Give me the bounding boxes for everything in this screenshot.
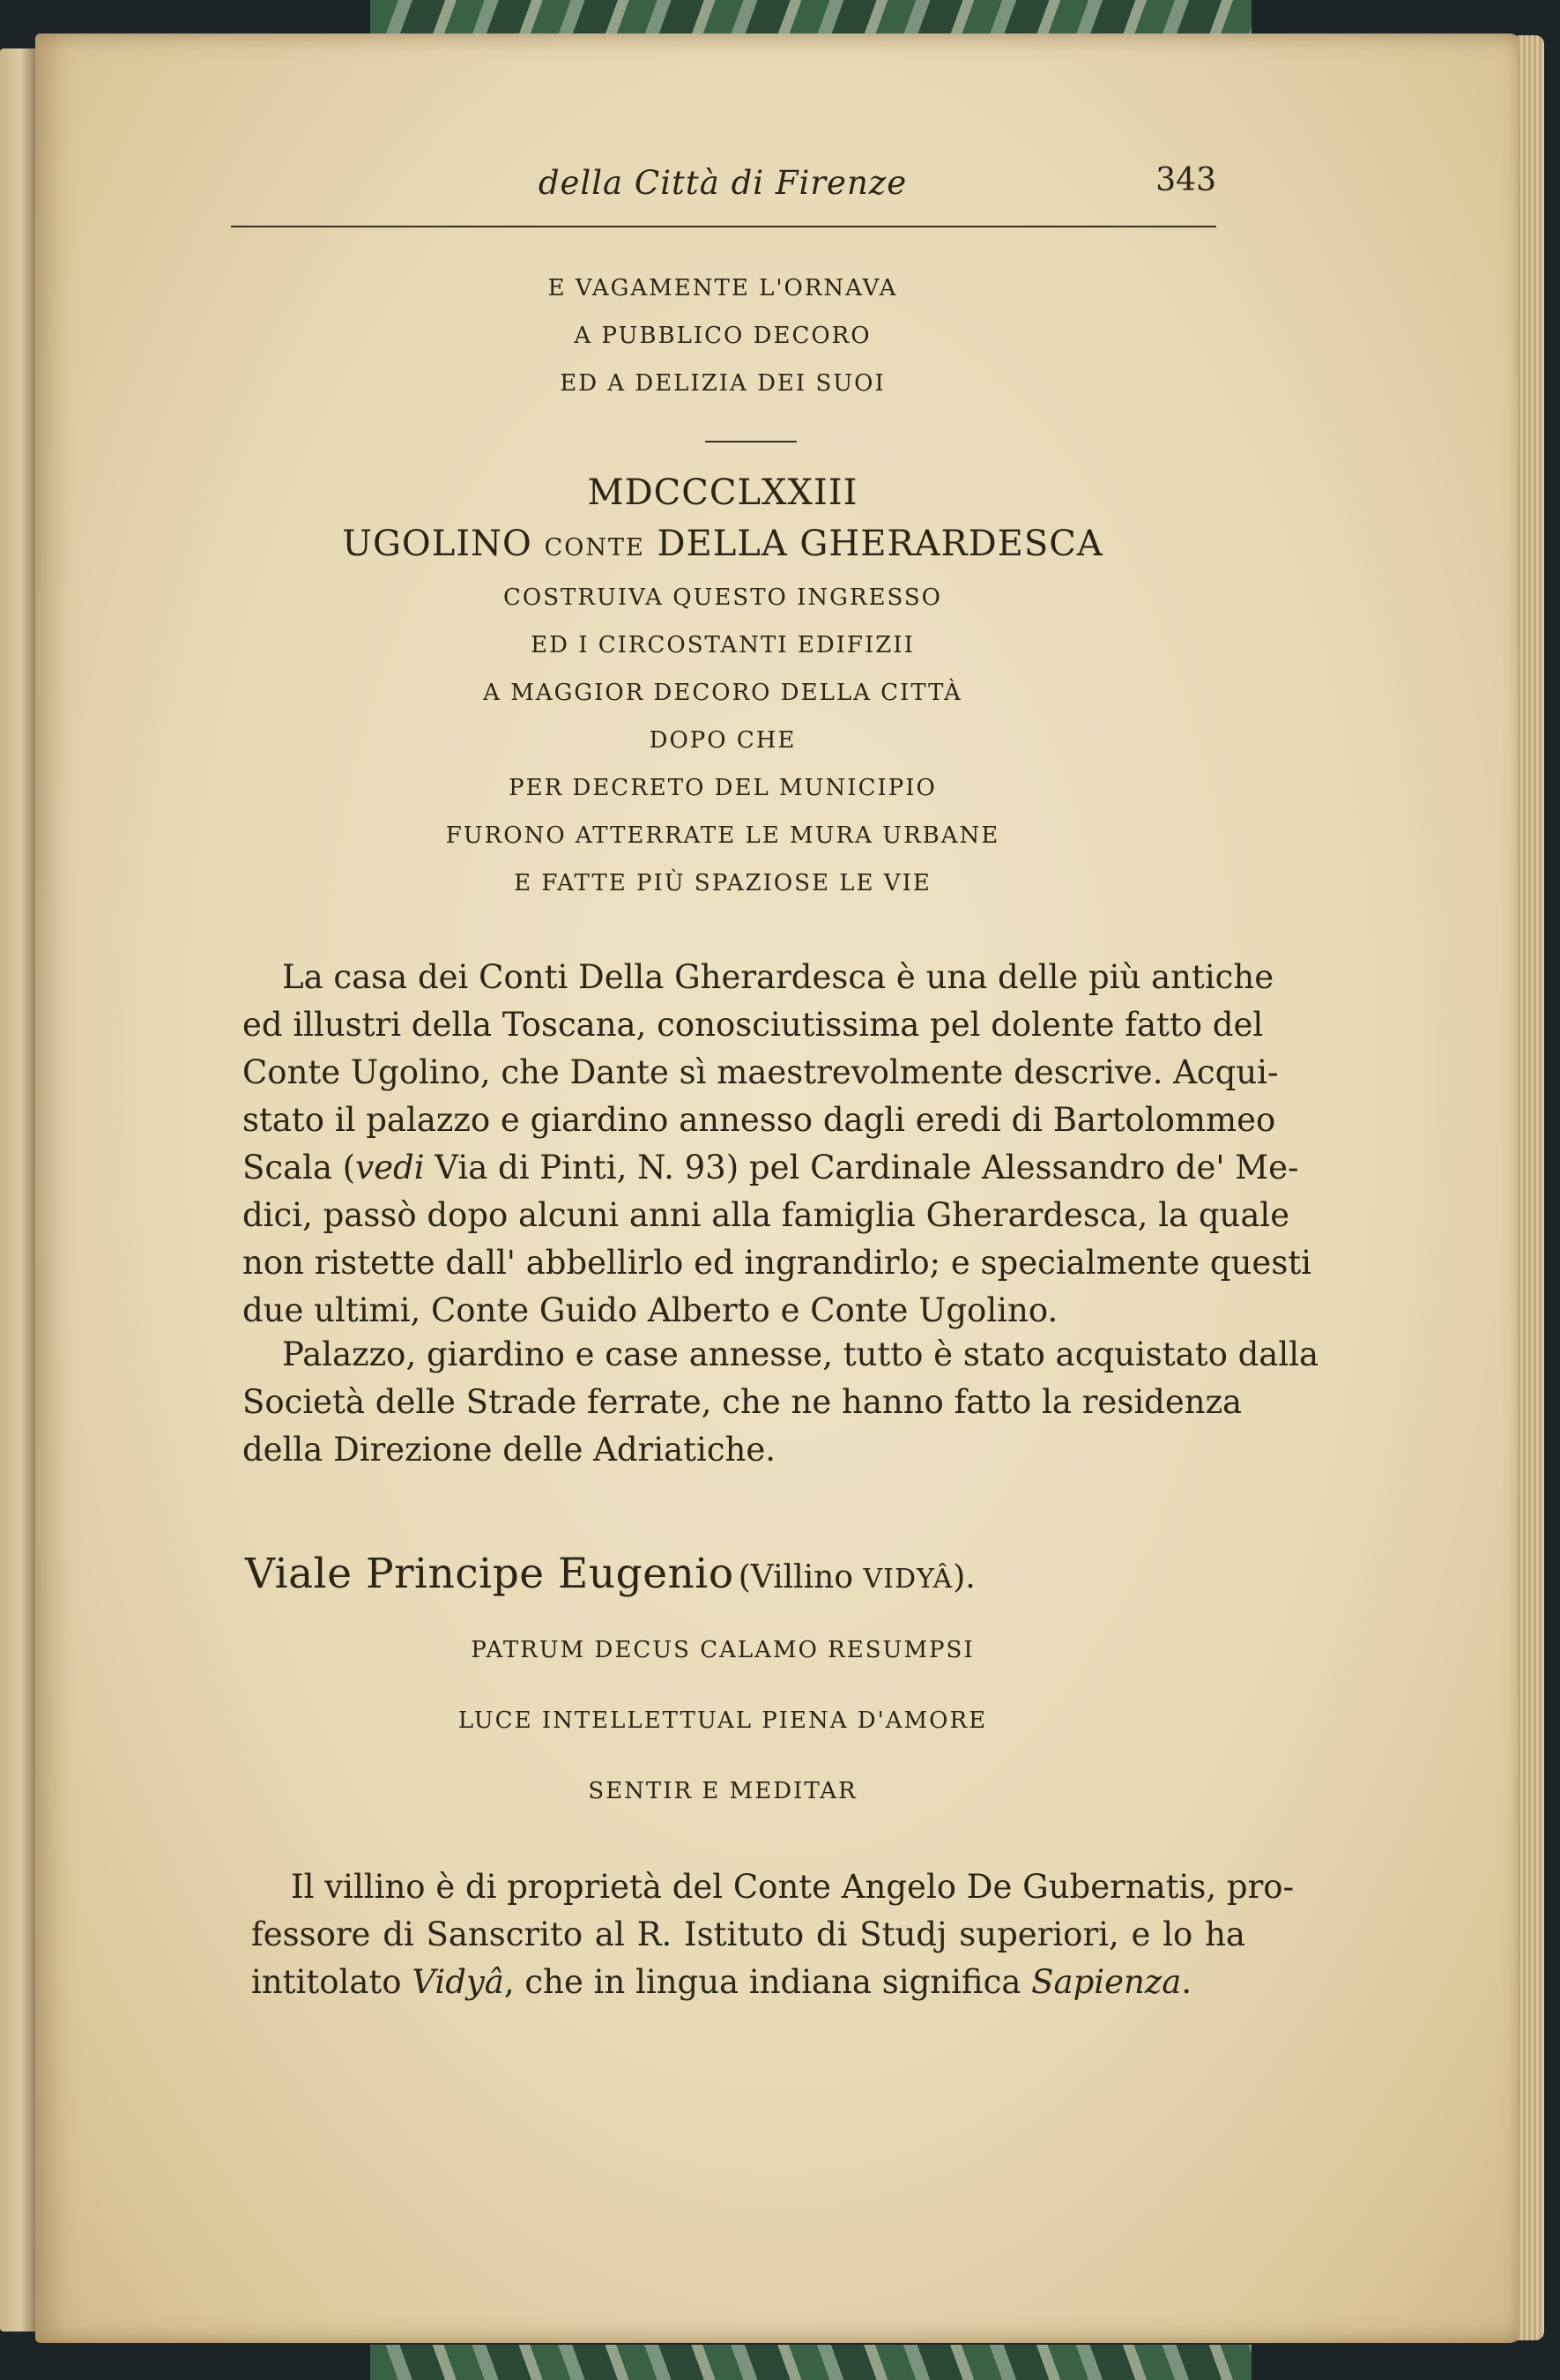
paragraph-line: dici, passò dopo alcuni anni alla famiglia Gherardesca, la quale — [242, 1196, 1290, 1234]
inscription-line: ED A DELIZIA DEI SUOI — [560, 370, 886, 397]
motto-inscription — [229, 1615, 1216, 1826]
paragraph-palazzo — [242, 1331, 1319, 1474]
name-part1: UGOLINO — [342, 524, 532, 564]
adjacent-page-edge — [0, 48, 37, 2332]
page-number: 343 — [1155, 162, 1216, 198]
text-run: Via di Pinti, N. 93) pel Cardinale Alessandro de' Me- — [424, 1149, 1299, 1186]
paragraph-line: stato il palazzo e giardino annesso dagli eredi di Bartolommeo — [242, 1101, 1276, 1139]
text-run: ). — [953, 1559, 976, 1595]
header-rule — [231, 226, 1216, 227]
italic-run: vedi — [355, 1149, 425, 1186]
paragraph-line: Conte Ugolino, che Dante sì maestrevolmente descrive. Acqui- — [242, 1053, 1279, 1091]
villino-name: VIDYÂ — [863, 1564, 954, 1595]
inscription-line: DOPO CHE — [649, 727, 797, 754]
paragraph-line: non ristette dall' abbellirlo ed ingrandirlo; e specialmente questi — [242, 1244, 1312, 1282]
italic-run: Vidyâ — [412, 1963, 504, 2001]
paragraph-line: fessore di Sanscrito al R. Istituto di Studj superiori, e lo ha — [251, 1915, 1245, 1953]
text-run: , che in lingua indiana significa — [503, 1963, 1032, 2001]
paragraph-line: della Direzione delle Adriatiche. — [242, 1431, 776, 1469]
book-cover-bottom — [370, 2345, 1252, 2380]
paragraph-line — [242, 1144, 1299, 1192]
paragraph-line: due ultimi, Conte Guido Alberto e Conte Ugolino. — [242, 1291, 1059, 1329]
heading-subtitle — [739, 1559, 976, 1595]
inscription-top — [229, 264, 1216, 407]
separator-rule — [705, 441, 797, 443]
paragraph-line: Società delle Strade ferrate, che ne hanno fatto la residenza — [242, 1383, 1243, 1421]
text-run: intitolato — [251, 1963, 412, 2001]
text-run: Scala ( — [242, 1149, 356, 1186]
book-cover-top — [370, 0, 1252, 35]
section-heading — [245, 1550, 1241, 1598]
running-title: della Città di Firenze — [538, 164, 908, 202]
inscription-line: E FATTE PIÙ SPAZIOSE LE VIE — [514, 870, 932, 896]
heading-title: Viale Principe Eugenio — [245, 1550, 734, 1598]
inscription-line: COSTRUIVA QUESTO INGRESSO — [503, 584, 942, 611]
paragraph-line: ed illustri della Toscana, conosciutissima pel dolente fatto del — [242, 1006, 1264, 1044]
motto-line: SENTIR E MEDITAR — [588, 1778, 858, 1804]
inscription-line: FURONO ATTERRATE LE MURA URBANE — [445, 822, 1000, 849]
motto-line: PATRUM DECUS CALAMO RESUMPSI — [471, 1637, 975, 1663]
page-block-edge — [1518, 35, 1544, 2340]
paragraph-line: La casa dei Conti Della Gherardesca è una delle più antiche — [282, 958, 1274, 996]
inscription-line: ED I CIRCOSTANTI EDIFIZII — [531, 632, 915, 658]
name-part2: DELLA GHERARDESCA — [657, 524, 1103, 564]
paragraph-gherardesca — [242, 954, 1312, 1335]
inscription-main — [229, 467, 1216, 907]
motto-line: LUCE INTELLETTUAL PIENA D'AMORE — [457, 1707, 988, 1734]
inscription-line: PER DECRETO DEL MUNICIPIO — [509, 775, 937, 801]
text-run: (Villino — [738, 1559, 864, 1595]
inscription-line: A MAGGIOR DECORO DELLA CITTÀ — [483, 680, 962, 706]
paragraph-line — [251, 1959, 1245, 2006]
italic-run: Sapienza — [1031, 1963, 1182, 2001]
inscription-line: A PUBBLICO DECORO — [574, 323, 872, 349]
paragraph-line: Il villino è di proprietà del Conte Angelo De Gubernatis, pro- — [291, 1868, 1295, 1906]
text-run: . — [1181, 1963, 1192, 2001]
name-small: CONTE — [544, 534, 645, 562]
inscription-line: E VAGAMENTE L'ORNAVA — [547, 275, 898, 301]
running-head — [229, 157, 1216, 210]
paragraph-villino — [251, 1863, 1295, 2006]
inscription-year: MDCCCLXXIII — [587, 472, 858, 513]
inscription-name — [229, 518, 1216, 574]
paragraph-line: Palazzo, giardino e case annesse, tutto è stato acquistato dalla — [282, 1335, 1319, 1373]
